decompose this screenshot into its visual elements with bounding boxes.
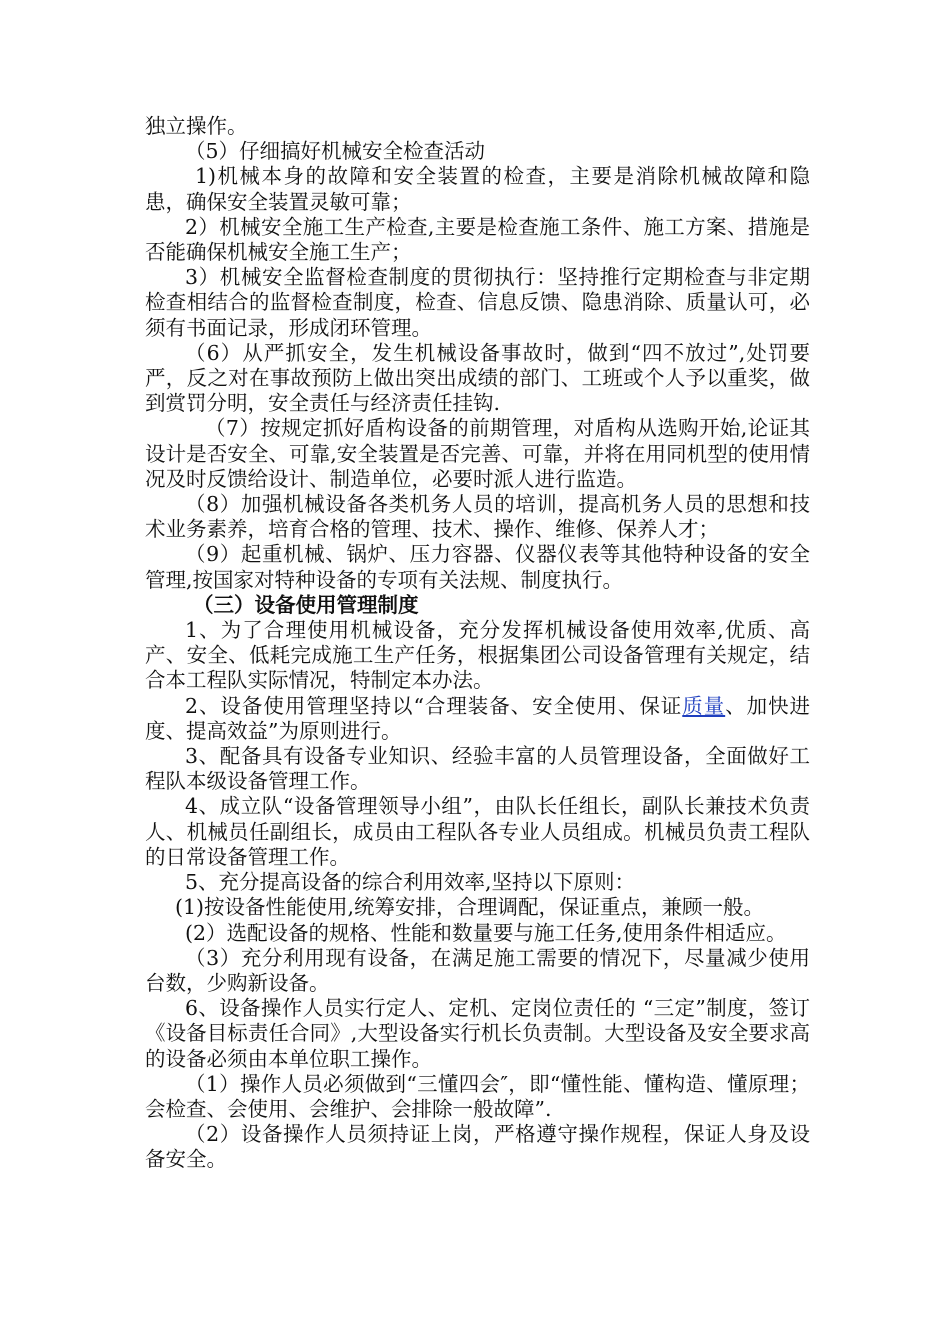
paragraph: (1)按设备性能使用,统筹安排，合理调配，保证重点，兼顾一般。 — [175, 895, 765, 920]
paragraph: （3）充分利用现有设备，在满足施工需要的情况下，尽量减少使用台数，少购新设备。 — [145, 945, 810, 995]
paragraph: 3）机械安全监督检查制度的贯彻执行：坚持推行定期检查与非定期检查相结合的监督检查制度，检查、信息反馈、隐患消除、质量认可，必须有书面记录，形成闭环管理。 — [145, 265, 810, 340]
paragraph: （2）设备操作人员须持证上岗，严格遵守操作规程，保证人身及设备安全。 — [145, 1122, 810, 1172]
paragraph — [145, 694, 810, 744]
paragraph: 3、配备具有设备专业知识、经验丰富的人员管理设备，全面做好工程队本级设备管理工作。 — [145, 744, 810, 794]
paragraph: （7）按规定抓好盾构设备的前期管理，对盾构从选购开始,论证其设计是否安全、可靠,安全装置是否完善、可靠，并将在用同机型的使用情况及时反馈给设计、制造单位，必要时派人进行监造。 — [145, 416, 810, 491]
paragraph: 1)机械本身的故障和安全装置的检查，主要是消除机械故障和隐患，确保安全装置灵敏可靠； — [145, 164, 810, 214]
paragraph: 4、成立队“设备管理领导小组”，由队长任组长，副队长兼技术负责人、机械员任副组长，成员由工程队各专业人员组成。机械员负责工程队的日常设备管理工作。 — [145, 794, 810, 869]
paragraph: （1）操作人员必须做到“三懂四会″，即“懂性能、懂构造、懂原理；会检查、会使用、会维护、会排除一般故障”. — [145, 1071, 810, 1121]
paragraph: （6）从严抓安全，发生机械设备事故时，做到“四不放过”,处罚要严，反之对在事故预防上做出突出成绩的部门、工班或个人予以重奖，做到赏罚分明，安全责任与经济责任挂钩. — [145, 340, 810, 416]
quality-link[interactable]: 质量 — [682, 693, 726, 718]
paragraph: （9）起重机械、锅炉、压力容器、仪器仪表等其他特种设备的安全管理,按国家对特种设备的专项有关法规、制度执行。 — [145, 542, 810, 592]
section-title: （三）设备使用管理制度 — [193, 592, 419, 617]
paragraph: 1、为了合理使用机械设备，充分发挥机械设备使用效率,优质、高产、安全、低耗完成施工生产任务，根据集团公司设备管理有关规定，结合本工程队实际情况，特制定本办法。 — [145, 618, 810, 693]
paragraph: 5、充分提高设备的综合利用效率,坚持以下原则： — [185, 870, 636, 895]
paragraph: （5）仔细搞好机械安全检查活动 — [185, 139, 486, 164]
paragraph: 6、设备操作人员实行定人、定机、定岗位责任的 “三定”制度，签订《设备目标责任合同》,大型设备实行机长负责制。大型设备及安全要求高的设备必须由本单位职工操作。 — [145, 996, 810, 1071]
paragraph: 2）机械安全施工生产检查,主要是检查施工条件、施工方案、措施是否能确保机械安全施工生产； — [145, 214, 810, 265]
document-page — [145, 114, 810, 1173]
paragraph: 独立操作。 — [145, 114, 248, 138]
paragraph-text: 2、设备使用管理坚持以“合理装备、安全使用、保证 — [185, 693, 683, 718]
paragraph: (2）选配设备的规格、性能和数量要与施工任务,使用条件相适应。 — [185, 920, 787, 945]
paragraph: （8）加强机械设备各类机务人员的培训，提高机务人员的思想和技术业务素养，培育合格的管理、技术、操作、维修、保养人才； — [145, 492, 810, 542]
paragraph-text: 、加快进度、提高效益”为原则进行。 — [145, 693, 811, 743]
